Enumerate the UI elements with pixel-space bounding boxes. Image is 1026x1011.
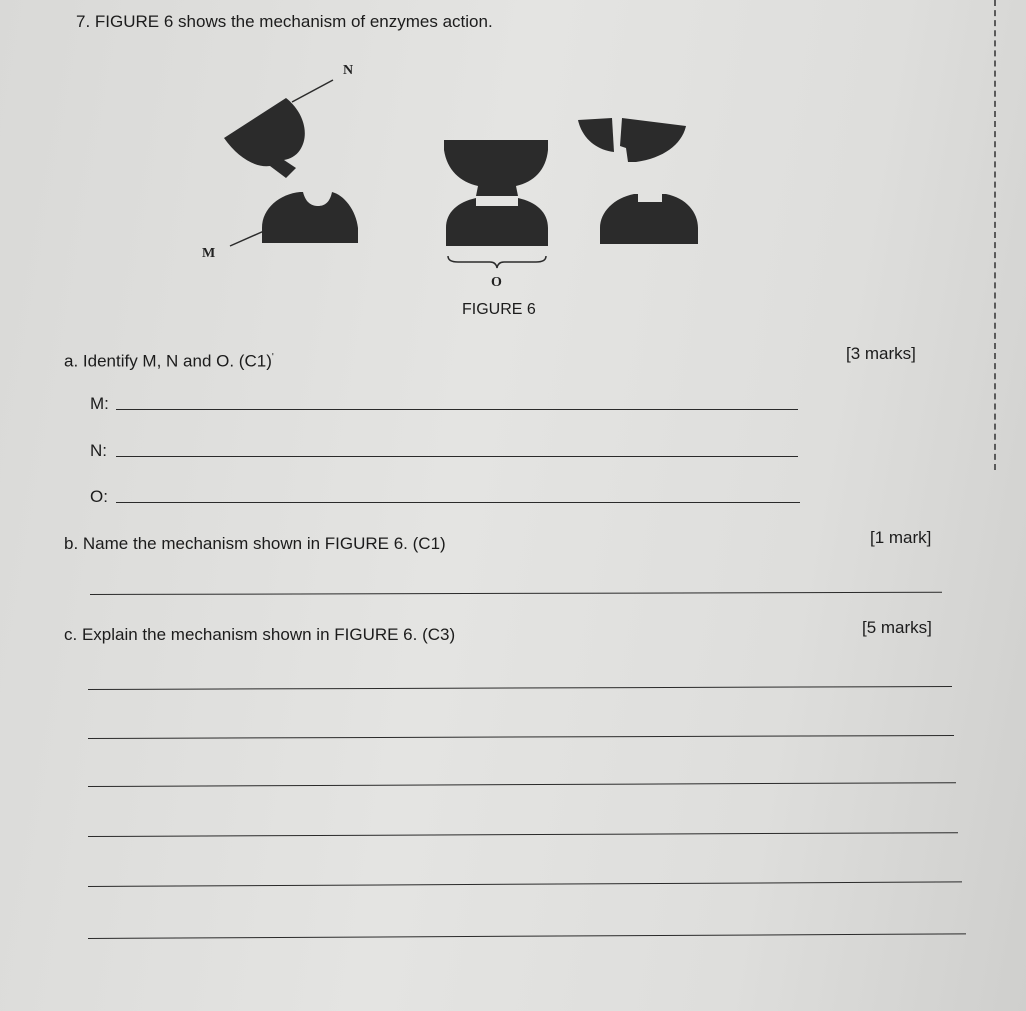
answer-c-line[interactable] bbox=[88, 933, 966, 939]
part-c-question: c. Explain the mechanism shown in FIGURE 6. (C3) bbox=[64, 625, 456, 644]
enzyme-released-shape bbox=[600, 194, 698, 244]
label-n: N bbox=[343, 63, 354, 78]
answer-c-line[interactable] bbox=[88, 782, 956, 787]
enzyme-m-shape bbox=[262, 192, 358, 243]
part-b-question: b. Name the mechanism shown in FIGURE 6. (C1) bbox=[64, 534, 446, 553]
substrate-n-shape bbox=[224, 98, 305, 178]
question-intro: FIGURE 6 shows the mechanism of enzymes action. bbox=[94, 12, 493, 31]
brace-o bbox=[448, 256, 546, 268]
part-c-marks: [5 marks] bbox=[862, 618, 932, 637]
answer-b-line[interactable] bbox=[90, 592, 942, 595]
answer-n-label: N: bbox=[90, 441, 107, 460]
enzyme-substrate-complex-shape bbox=[444, 140, 548, 246]
answer-c-line[interactable] bbox=[88, 881, 962, 887]
part-a-mark-symbol: ' bbox=[271, 352, 274, 363]
label-pointer-n bbox=[292, 80, 333, 102]
part-a-question bbox=[64, 348, 274, 372]
label-o: O bbox=[491, 275, 502, 290]
part-a-text: a. Identify M, N and O. (C1) bbox=[64, 351, 272, 371]
answer-m-label: M: bbox=[90, 394, 109, 413]
part-b-marks: [1 mark] bbox=[870, 528, 932, 547]
enzyme-mechanism-figure bbox=[0, 0, 1026, 330]
question-number: 7. bbox=[76, 12, 91, 31]
label-m: M bbox=[202, 246, 216, 261]
answer-o-line[interactable] bbox=[116, 502, 800, 503]
part-a-marks: [3 marks] bbox=[846, 344, 916, 363]
answer-m-line[interactable] bbox=[116, 409, 798, 410]
answer-o-label: O: bbox=[90, 487, 108, 506]
answer-c-line[interactable] bbox=[88, 686, 952, 690]
label-pointer-m bbox=[230, 231, 264, 246]
answer-c-line[interactable] bbox=[88, 735, 954, 739]
answer-n-line[interactable] bbox=[116, 456, 798, 457]
figure-caption: FIGURE 6 bbox=[462, 301, 536, 318]
answer-c-line[interactable] bbox=[88, 832, 958, 837]
product-pieces-shape bbox=[578, 118, 686, 162]
